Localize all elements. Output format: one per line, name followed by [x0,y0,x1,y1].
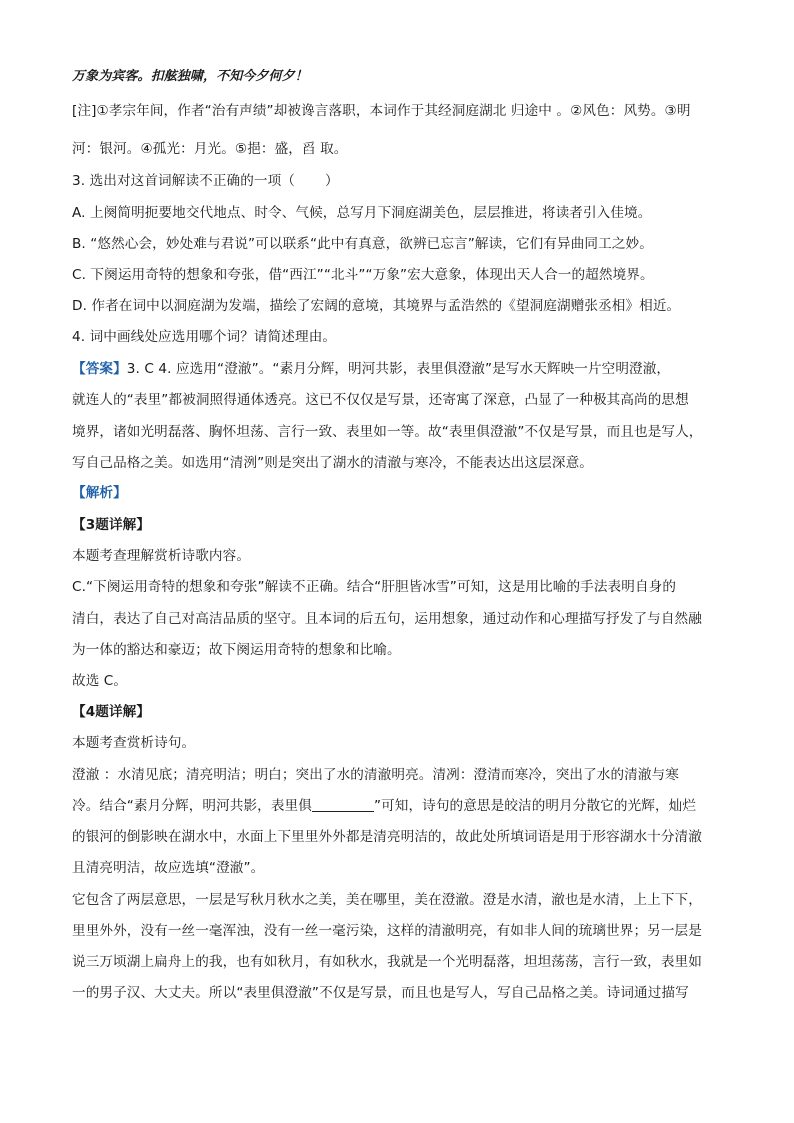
analysis-tag: 【解析】 [72,485,127,501]
question-4-detail-line-3-start: 冷。结合“素月分辉，明河共影，表里俱 [72,798,312,814]
answer-line-2: 就连人的“表里”都被洞照得通体透亮。这已不仅仅是写景，还寄寓了深意，凸显了一种极其高尚的思想 [72,392,689,408]
question-4-detail-line-5: 且清亮明洁，故应选填“澄澈”。 [72,860,265,876]
option-d: D. 作者在词中以洞庭湖为发端，描绘了宏阔的意境，其境界与孟浩然的《望洞庭湖赠张丞相》相近。 [72,298,681,314]
question-4-detail-line-8: 说三万顷湖上扁舟上的我，也有如秋月，有如秋水，我就是一个光明磊落，坦坦荡荡，言行一致，表里如 [72,954,702,970]
fill-in-blank [312,797,374,812]
question-4-detail-line-9: 一的男子汉、大丈夫。所以“表里俱澄澈”不仅是写景，而且也是写人，写自己品格之美。诗词通过描写 [72,985,689,1001]
answer-line-1 [72,360,670,378]
answer-line-4: 写自己品格之美。如选用“清洌”则是突出了湖水的清澈与寒冷，不能表达出这层深意。 [72,455,593,471]
question-4-detail-line-3 [72,797,696,815]
question-3-detail-line-5: 故选 C。 [72,673,128,689]
question-3-detail-line-3: 清白，表达了自己对高洁品质的坚守。且本词的后五句，运用想象，通过动作和心理描写抒发了与自然融 [72,611,702,627]
question-4-detail-line-6: 它包含了两层意思，一层是写秋月秋水之美，美在哪里，美在澄澈。澄是水清，澈也是水清，上上下下， [72,892,702,908]
option-c: C. 下阕运用奇特的想象和夸张，借“西江”“北斗”“万象”宏大意象，体现出天人合一的超然境界。 [72,267,654,283]
question-4-detail-line-2: 澄澈 ：水清见底；清亮明洁；明白；突出了水的清澈明亮。清冽：澄清而寒冷，突出了水的清澈与寒 [72,767,679,783]
question-3-detail-line-2: C.“下阕运用奇特的想象和夸张”解读不正确。结合“肝胆皆冰雪”可知，这是用比喻的手法表明自身的 [72,579,677,595]
poem-last-line: 万象为宾客。扣舷独啸，不知今夕何夕！ [72,69,308,84]
question-3-detail-line-4: 为一体的豁达和豪迈；故下阕运用奇特的想象和比喻。 [72,642,401,658]
question-4-detail-line-3-end: ”可知，诗句的意思是皎洁的明月分散它的光辉，灿烂 [373,798,697,814]
question-4-detail-heading: 【4题详解】 [72,704,151,720]
question-3-detail-line-1: 本题考查理解赏析诗歌内容。 [72,548,251,564]
question-3-text: 3. 选出对这首词解读不正确的一项（ [72,173,295,189]
option-b: B. “悠然心会，妙处难与君说”可以联系“此中有真意，欲辨已忘言”解读，它们有异曲同工之妙。 [72,236,653,252]
question-4-detail-line-4: 的银河的倒影映在湖水中，水面上下里里外外都是清亮明洁的，故此处所填词语是用于形容湖水十分清澈 [72,829,702,845]
question-3-stem [72,172,339,190]
answer-line-3: 境界，诸如光明磊落、胸怀坦荡、言行一致、表里如一等。故“表里俱澄澈”不仅是写景，而且也是写人， [72,424,703,440]
question-4-detail-line-7: 里里外外，没有一丝一毫浑浊，没有一丝一毫污染，这样的清澈明亮，有如非人间的琉璃世界；另一层是 [72,923,702,939]
question-3-detail-heading: 【3题详解】 [72,517,151,533]
question-3-paren-close: ） [325,173,339,189]
question-4-stem: 4. 词中画线处应选用哪个词？请简述理由。 [72,329,337,345]
note-line-2: 河：银河。④孤光：月光。⑤挹：盛，舀 取。 [72,141,348,157]
option-a: A. 上阕简明扼要地交代地点、时令、气候，总写月下洞庭湖美色，层层推进，将读者引入佳境。 [72,205,652,221]
question-4-detail-line-1: 本题考查赏析诗句。 [72,735,196,751]
answer-text-1: 3. C 4. 应选用“澄澈”。“素月分辉，明河共影，表里俱澄澈”是写水天辉映一片空明澄澈， [126,361,671,377]
answer-tag: 【答案】 [72,361,127,377]
note-line-1: [注]①孝宗年间，作者“治有声绩”却被谗言落职，本词作于其经洞庭湖北 归途中 。②风色：风势。③明 [72,103,691,119]
